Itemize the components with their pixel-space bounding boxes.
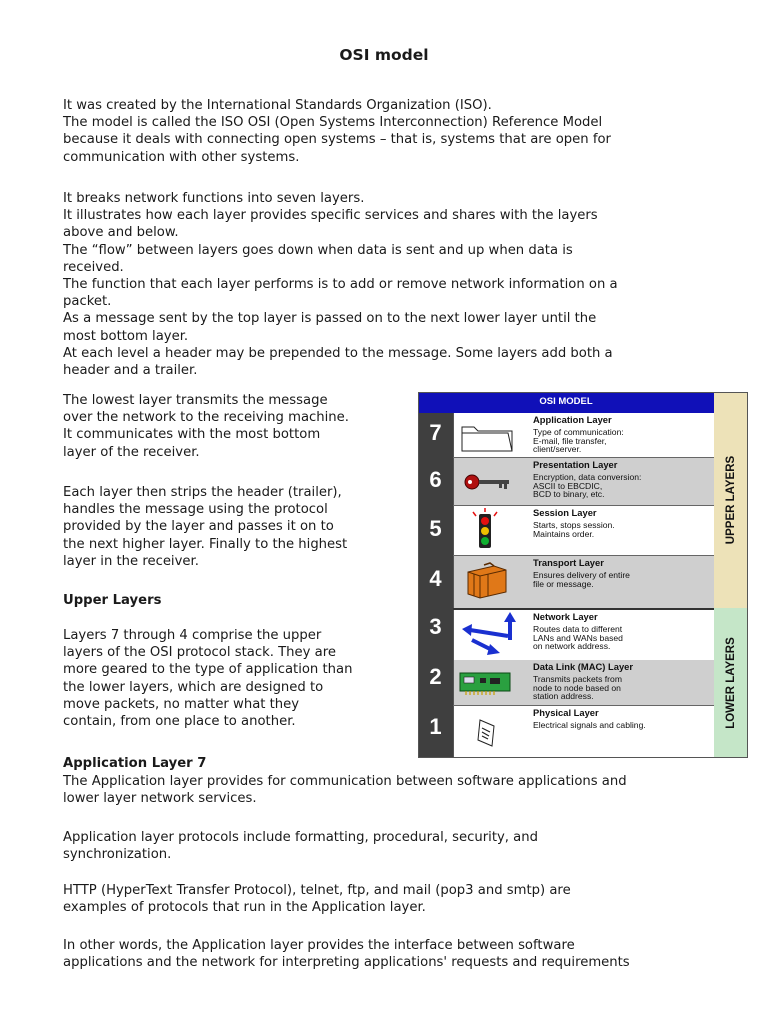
text-line: layer in the receiver. bbox=[63, 553, 199, 569]
layer-row-2 bbox=[453, 660, 714, 706]
layer-name: Transport Layer bbox=[533, 557, 604, 568]
traffic-light-icon bbox=[453, 506, 517, 556]
key-icon bbox=[453, 458, 517, 506]
layer-description: Encryption, data conversion: ASCII to EBCDIC, BCD to binary, etc. bbox=[533, 472, 642, 500]
text-line: layer of the receiver. bbox=[63, 444, 200, 460]
lower-layers-band bbox=[714, 608, 748, 758]
layer-row-4 bbox=[453, 556, 714, 608]
upper-layers-label: UPPER LAYERS bbox=[725, 455, 737, 545]
application-paragraph-1 bbox=[63, 773, 627, 807]
layer-number: 5 bbox=[429, 516, 442, 541]
text-line: The model is called the ISO OSI (Open Systems Interconnection) Reference Model bbox=[63, 115, 603, 131]
text-line: provided by the layer and passes it on to bbox=[63, 519, 334, 535]
text-line: packet. bbox=[63, 294, 112, 310]
layer-number: 6 bbox=[429, 467, 442, 492]
text-line: As a message sent by the top layer is passed on to the next lower layer until the bbox=[63, 311, 597, 327]
text-line: most bottom layer. bbox=[63, 328, 189, 344]
layer-description: Routes data to different LANs and WANs based on network address. bbox=[533, 624, 623, 652]
text-line: synchronization. bbox=[63, 847, 172, 863]
layer-description: Electrical signals and cabling. bbox=[533, 720, 646, 730]
layer-number: 4 bbox=[429, 566, 442, 591]
layer-number: 2 bbox=[429, 664, 442, 689]
text-line: header and a trailer. bbox=[63, 363, 198, 379]
application-paragraph-4 bbox=[63, 937, 630, 971]
lowest-layer-paragraph bbox=[63, 392, 349, 461]
text-line: over the network to the receiving machine. bbox=[63, 410, 349, 426]
diagram-header-label: OSI MODEL bbox=[539, 396, 593, 407]
suitcase-icon bbox=[453, 556, 517, 608]
text-line: applications and the network for interpreting applications' requests and requirements bbox=[63, 955, 630, 971]
layer-name: Session Layer bbox=[533, 507, 597, 518]
layer-name: Presentation Layer bbox=[533, 459, 618, 470]
text-line: lower layer network services. bbox=[63, 791, 257, 807]
upper-layers-paragraph bbox=[63, 627, 352, 730]
text-line: The lowest layer transmits the message bbox=[63, 393, 328, 408]
text-line: It breaks network functions into seven layers. bbox=[63, 191, 365, 206]
layer-name: Physical Layer bbox=[533, 707, 599, 718]
layer-row-1 bbox=[453, 706, 714, 758]
cable-connector-icon bbox=[453, 706, 517, 758]
application-layer-heading: Application Layer 7 bbox=[63, 756, 207, 771]
text-line: the lower layers, which are designed to bbox=[63, 679, 324, 695]
text-line: handles the message using the protocol bbox=[63, 502, 328, 518]
text-line: Application layer protocols include formatting, procedural, security, and bbox=[63, 830, 538, 845]
text-line: Each layer then strips the header (trailer), bbox=[63, 485, 342, 500]
text-line: layers of the OSI protocol stack. They are bbox=[63, 645, 336, 661]
text-line: HTTP (HyperText Transfer Protocol), telnet, ftp, and mail (pop3 and smtp) are bbox=[63, 883, 571, 898]
text-line: The Application layer provides for communication between software applications and bbox=[63, 774, 627, 789]
layer-description: Type of communication: E-mail, file transfer, client/server. bbox=[533, 427, 624, 455]
text-line: It was created by the International Standards Organization (ISO). bbox=[63, 98, 492, 113]
layer-number: 3 bbox=[429, 614, 442, 639]
intro-paragraph bbox=[63, 97, 611, 166]
application-paragraph-3 bbox=[63, 882, 571, 916]
layer-number: 1 bbox=[429, 714, 442, 739]
layer-name: Network Layer bbox=[533, 611, 598, 622]
osi-model-diagram bbox=[418, 392, 748, 758]
layer-number: 7 bbox=[429, 420, 442, 445]
folder-icon bbox=[453, 413, 517, 458]
layer-name: Data Link (MAC) Layer bbox=[533, 661, 634, 672]
layer-row-5 bbox=[453, 506, 714, 556]
text-line: the next higher layer. Finally to the highest bbox=[63, 536, 348, 552]
network-card-icon bbox=[453, 660, 517, 706]
text-line: move packets, no matter what they bbox=[63, 696, 300, 712]
text-line: examples of protocols that run in the Application layer. bbox=[63, 900, 426, 916]
text-line: above and below. bbox=[63, 225, 179, 241]
text-line: At each level a header may be prepended to the message. Some layers add both a bbox=[63, 345, 613, 361]
text-line: It illustrates how each layer provides specific services and shares with the layers bbox=[63, 208, 598, 224]
application-paragraph-2 bbox=[63, 829, 538, 863]
text-line: It communicates with the most bottom bbox=[63, 427, 321, 443]
text-line: communication with other systems. bbox=[63, 149, 300, 165]
text-line: In other words, the Application layer provides the interface between software bbox=[63, 938, 575, 953]
lower-layers-label: LOWER LAYERS bbox=[725, 637, 737, 729]
strips-paragraph bbox=[63, 484, 347, 570]
layer-description: Transmits packets from node to node based on station address. bbox=[533, 674, 622, 702]
layer-description: Ensures delivery of entire file or message. bbox=[533, 570, 630, 589]
text-line: Layers 7 through 4 comprise the upper bbox=[63, 628, 322, 643]
text-line: contain, from one place to another. bbox=[63, 714, 296, 730]
text-line: The function that each layer performs is to add or remove network information on a bbox=[63, 277, 618, 293]
layer-name: Application Layer bbox=[533, 414, 612, 425]
layer-row-6 bbox=[453, 458, 714, 506]
text-line: more geared to the type of application than bbox=[63, 662, 353, 678]
upper-layers-heading: Upper Layers bbox=[63, 593, 162, 608]
route-arrows-icon bbox=[453, 610, 517, 662]
text-line: received. bbox=[63, 259, 124, 275]
layer-row-3 bbox=[453, 608, 714, 662]
layer-description: Starts, stops session. Maintains order. bbox=[533, 520, 615, 539]
text-line: The “flow” between layers goes down when data is sent and up when data is bbox=[63, 242, 573, 258]
functions-paragraph bbox=[63, 190, 618, 379]
upper-layers-band bbox=[714, 392, 748, 608]
layer-row-7 bbox=[453, 413, 714, 458]
page-title: OSI model bbox=[339, 46, 429, 64]
text-line: because it deals with connecting open systems – that is, systems that are open for bbox=[63, 132, 611, 148]
diagram-header bbox=[418, 392, 714, 413]
